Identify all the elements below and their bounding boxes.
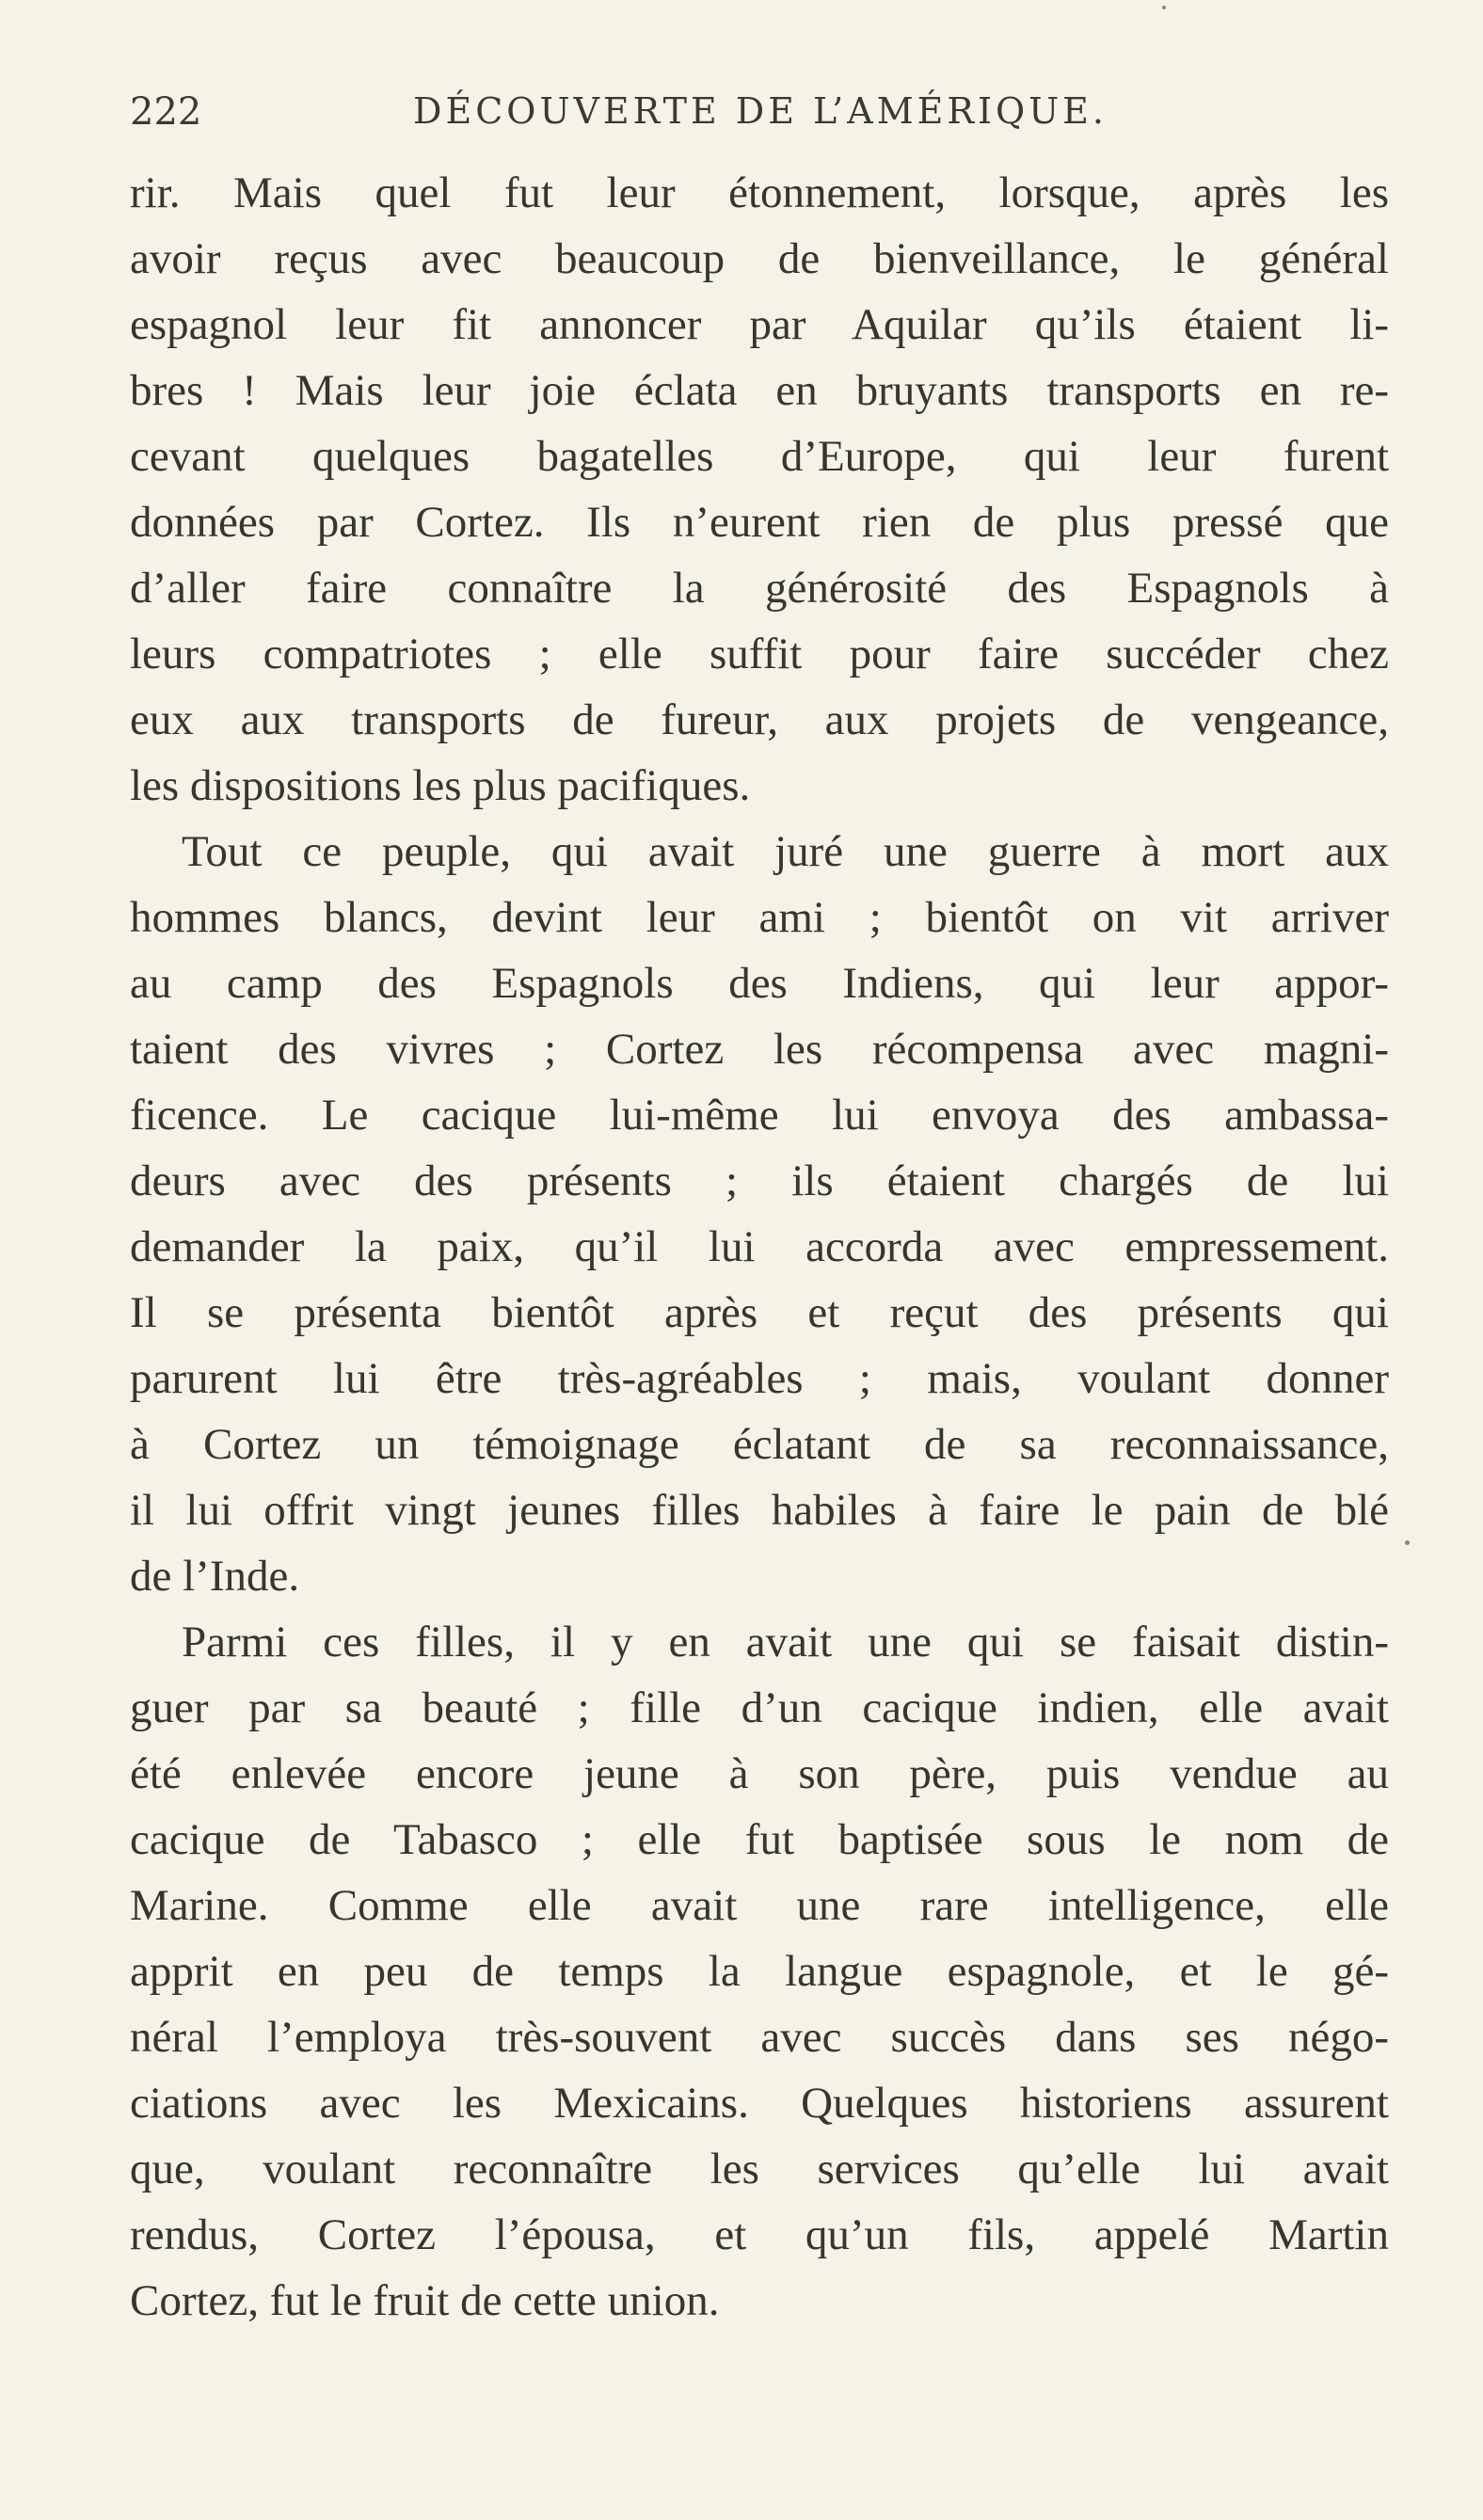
text-line: néral l’employa très-souvent avec succès dans ses négo- bbox=[130, 2013, 1389, 2062]
text-line: Tout ce peuple, qui avait juré une guerre à mort aux bbox=[182, 827, 1389, 876]
text-line: parurent lui être très-agréables ; mais, voulant donner bbox=[130, 1354, 1389, 1403]
paragraph bbox=[130, 160, 1389, 819]
text-line: Parmi ces filles, il y en avait une qui se faisait distin- bbox=[182, 1618, 1389, 1667]
text-line: de l’Inde. bbox=[130, 1552, 300, 1601]
text-line: deurs avec des présents ; ils étaient chargés de lui bbox=[130, 1156, 1389, 1205]
text-line: Il se présenta bientôt après et reçut des présents qui bbox=[130, 1288, 1389, 1337]
text-line: cevant quelques bagatelles d’Europe, qui leur furent bbox=[130, 432, 1389, 481]
text-line: cacique de Tabasco ; elle fut baptisée sous le nom de bbox=[130, 1815, 1389, 1864]
page-number: 222 bbox=[130, 90, 202, 134]
text-line: données par Cortez. Ils n’eurent rien de plus pressé que bbox=[130, 498, 1389, 547]
text-line: ficence. Le cacique lui-même lui envoya des ambassa- bbox=[130, 1091, 1389, 1140]
text-line: espagnol leur fit annoncer par Aquilar qu’ils étaient li- bbox=[130, 300, 1389, 349]
text-line: d’aller faire connaître la générosité des Espagnols à bbox=[130, 564, 1389, 613]
text-line: apprit en peu de temps la langue espagnole, et le gé- bbox=[130, 1947, 1389, 1996]
paragraph bbox=[130, 1609, 1389, 2334]
text-line: rendus, Cortez l’épousa, et qu’un fils, appelé Martin bbox=[130, 2210, 1389, 2259]
text-line: Cortez, fut le fruit de cette union. bbox=[130, 2276, 720, 2325]
text-line: guer par sa beauté ; fille d’un cacique indien, elle avait bbox=[130, 1683, 1389, 1732]
running-title: DÉCOUVERTE DE L’AMÉRIQUE. bbox=[413, 90, 1108, 132]
text-line: les dispositions les plus pacifiques. bbox=[130, 761, 751, 810]
print-speck bbox=[1162, 6, 1166, 9]
text-line: bres ! Mais leur joie éclata en bruyants transports en re- bbox=[130, 366, 1389, 415]
text-line: avoir reçus avec beaucoup de bienveillance, le général bbox=[130, 234, 1389, 283]
text-line: demander la paix, qu’il lui accorda avec empressement. bbox=[130, 1222, 1389, 1271]
text-line: taient des vivres ; Cortez les récompensa avec magni- bbox=[130, 1025, 1389, 1074]
text-line: Marine. Comme elle avait une rare intelligence, elle bbox=[130, 1881, 1389, 1930]
text-line: que, voulant reconnaître les services qu’elle lui avait bbox=[130, 2145, 1389, 2193]
text-line: hommes blancs, devint leur ami ; bientôt on vit arriver bbox=[130, 893, 1389, 942]
text-line: il lui offrit vingt jeunes filles habiles à faire le pain de blé bbox=[130, 1486, 1389, 1535]
print-speck bbox=[1405, 1540, 1410, 1545]
text-line: au camp des Espagnols des Indiens, qui leur appor- bbox=[130, 959, 1389, 1008]
text-line: eux aux transports de fureur, aux projets de vengeance, bbox=[130, 695, 1389, 744]
paragraph bbox=[130, 819, 1389, 1609]
text-line: ciations avec les Mexicains. Quelques historiens assurent bbox=[130, 2079, 1389, 2128]
text-line: leurs compatriotes ; elle suffit pour faire succéder chez bbox=[130, 630, 1389, 678]
body-text bbox=[130, 160, 1389, 2334]
page-header bbox=[130, 83, 1391, 139]
text-line: été enlevée encore jeune à son père, puis vendue au bbox=[130, 1749, 1389, 1798]
text-line: rir. Mais quel fut leur étonnement, lorsque, après les bbox=[130, 168, 1389, 217]
text-line: à Cortez un témoignage éclatant de sa reconnaissance, bbox=[130, 1420, 1389, 1469]
